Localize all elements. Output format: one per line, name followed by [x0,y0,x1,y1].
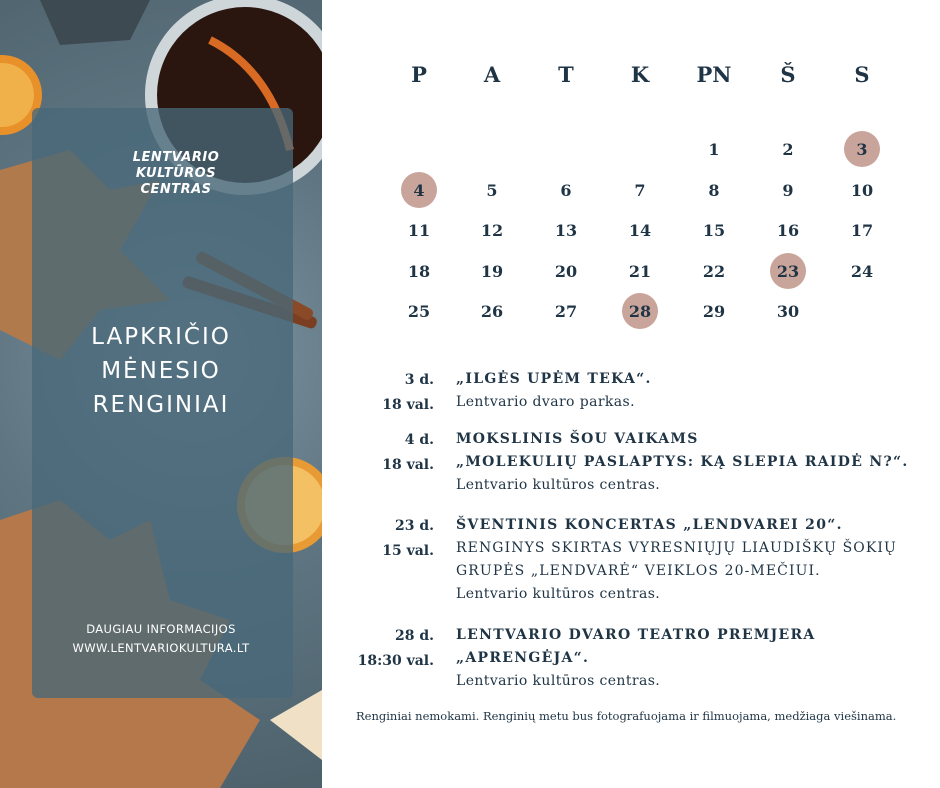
event-place: Lentvario kultūros centras. [456,586,661,602]
event-details [456,624,816,693]
calendar-day: 1 [708,139,720,159]
calendar-day: 7 [634,180,646,200]
calendar-day: 14 [628,220,652,240]
event-title: LENTVARIO DVARO TEATRO PREMJERA [456,627,816,643]
event-date [358,624,434,674]
event-day: 23 d. [394,518,434,534]
event-title: „APRENGĖJA“. [456,650,590,666]
event-day: 4 d. [404,432,434,448]
calendar-day: 15 [702,220,726,240]
event-title: MOKSLINIS ŠOU VAIKAMS [456,431,699,447]
organization-name: LENTVARIO KULTŪROS CENTRAS [132,150,220,197]
calendar-day: 2 [782,139,794,159]
calendar-day: 27 [554,301,578,321]
calendar-day: 12 [480,220,504,240]
calendar-day: 26 [480,301,504,321]
photo-panel [0,0,322,788]
calendar-day: 17 [850,220,874,240]
more-info: DAUGIAU INFORMACIJOS WWW.LENTVARIOKULTURA.LT [0,620,322,658]
weekday-header: P [411,62,427,87]
calendar-day-event: 28 [622,293,658,329]
weekday-header: K [630,62,650,87]
calendar-day: 24 [850,261,874,281]
event-time: 18 val. [382,457,434,473]
calendar-day: 30 [776,301,800,321]
calendar-day-event: 4 [401,172,437,208]
event-date [382,428,434,478]
calendar-day: 9 [782,180,794,200]
calendar-day: 10 [850,180,874,200]
event-description: GRUPĖS „LENDVARĖ“ VEIKLOS 20-MEČIUI. [456,563,821,579]
event-details [456,514,897,606]
calendar-day: 16 [776,220,800,240]
calendar-day: 20 [554,261,578,281]
website-link[interactable]: WWW.LENTVARIOKULTURA.LT [72,641,250,655]
weekday-header: Š [780,62,796,87]
calendar-day: 5 [486,180,498,200]
event-place: Lentvario kultūros centras. [456,477,661,493]
event-time: 18:30 val. [357,653,434,669]
calendar-day: 6 [560,180,572,200]
calendar-day: 29 [702,301,726,321]
calendar-day-event: 23 [770,253,806,289]
event-day: 3 d. [404,372,434,388]
event-date [382,514,434,564]
calendar-day: 25 [407,301,431,321]
event-place: Lentvario dvaro parkas. [456,394,635,410]
weekday-header: A [483,62,501,87]
calendar-day: 19 [480,261,504,281]
event-time: 18 val. [382,397,434,413]
calendar-day: 8 [708,180,720,200]
calendar-day: 18 [407,261,431,281]
poster-title: LAPKRIČIO MĖNESIO RENGINIAI [91,324,231,418]
event-details [456,428,909,497]
paper-corner [270,690,322,760]
event-time: 15 val. [382,543,434,559]
weekday-header: T [558,62,574,87]
calendar-day: 22 [702,261,726,281]
event-date [382,368,434,418]
event-title: „MOLEKULIŲ PASLAPTYS: KĄ SLEPIA RAIDĖ N?“. [456,454,909,470]
scarf-shape [40,0,150,45]
calendar-day: 11 [407,220,431,240]
weekday-header: PN [696,62,732,87]
event-details [456,368,652,414]
calendar-day: 13 [554,220,578,240]
event-description: RENGINYS SKIRTAS VYRESNIŲJŲ LIAUDIŠKŲ ŠOKIŲ [456,540,897,556]
footer-note: Renginiai nemokami. Renginių metu bus fotografuojama ir filmuojama, medžiaga viešinama. [356,709,897,723]
weekday-header: S [854,62,870,87]
event-title: ŠVENTINIS KONCERTAS „LENDVAREI 20“. [456,517,843,533]
event-title: „ILGĖS UPĖM TEKA“. [456,371,652,387]
event-place: Lentvario kultūros centras. [456,673,661,689]
calendar-day: 21 [628,261,652,281]
calendar-day-event: 3 [844,131,880,167]
event-day: 28 d. [394,628,434,644]
